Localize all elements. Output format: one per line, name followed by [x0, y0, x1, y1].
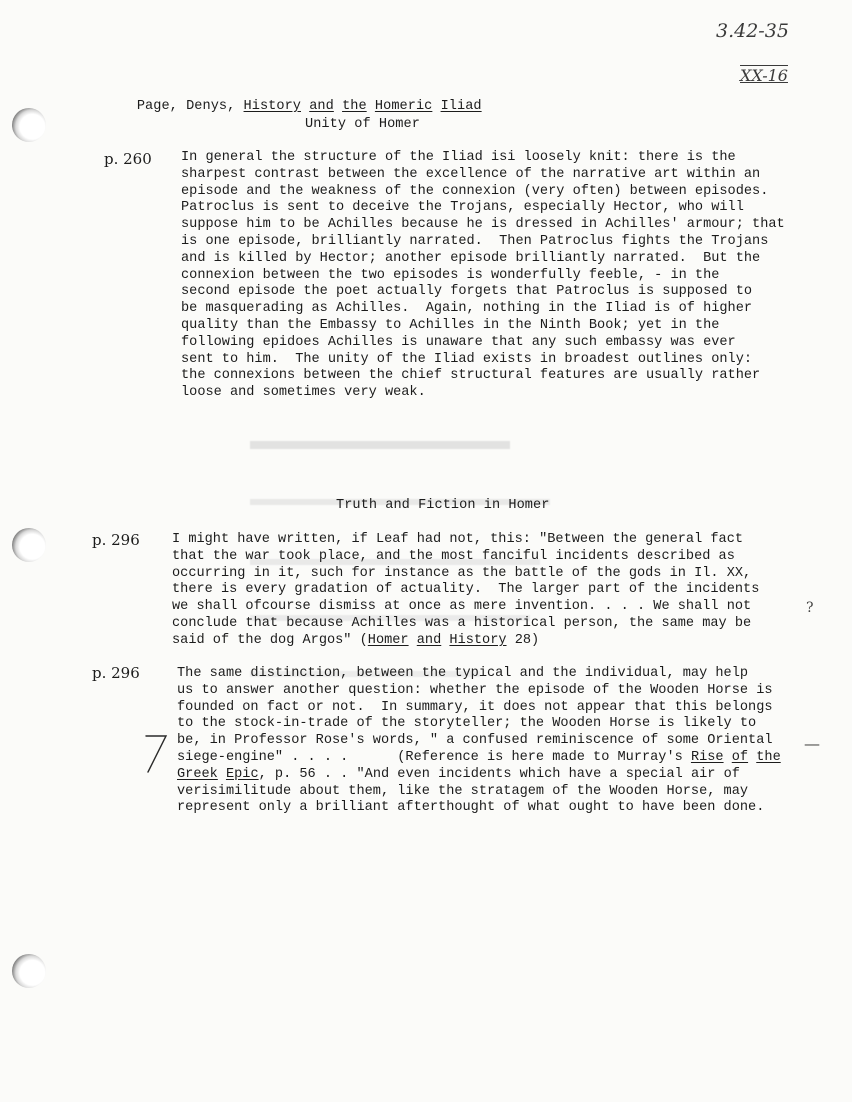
text-line: the connexions between the chief structural features are usually rather: [181, 368, 761, 384]
text-fragment: 28): [506, 632, 540, 648]
ref-title-history: History: [449, 632, 507, 648]
text-line: connexion between the two episodes is wonderfully feeble, - in the: [181, 267, 720, 283]
text-line: represent only a brilliant afterthought of what ought to have been done.: [177, 800, 765, 816]
text-line: quality than the Embassy to Achilles in the Ninth Book; yet in the: [181, 317, 720, 333]
title-word-the: the: [342, 98, 367, 114]
text-line: In general the structure of the Iliad isi loosely knit: there is the: [181, 150, 736, 165]
title-word-and: and: [309, 98, 334, 114]
binder-hole-bottom: [12, 954, 46, 988]
text-line: sharpest contrast between the excellence of the narrative art within an: [181, 166, 761, 182]
text-line: we shall ofcourse dismiss at once as mere invention. . . . We shall not: [172, 599, 752, 615]
text-line: be masquerading as Achilles. Again, nothing in the Iliad is of higher: [181, 301, 753, 317]
text-line: [172, 633, 759, 650]
text-line: that the war took place, and the most fanciful incidents described as: [172, 548, 735, 564]
citation-header: [104, 82, 482, 132]
binder-hole-top: [12, 108, 46, 142]
text-line: us to answer another question: whether the episode of the Wooden Horse is: [177, 682, 773, 698]
binder-hole-middle: [12, 528, 46, 562]
handwritten-page-code: 3.42-35: [716, 20, 789, 42]
ref-title-epic: Epic: [225, 766, 259, 782]
handwritten-section-code: XX-16: [740, 66, 788, 85]
text-line: episode and the weakness of the connexion (very often) between episodes.: [181, 183, 769, 199]
page-ref-296-b: p. 296: [92, 664, 140, 682]
text-line: [177, 767, 781, 784]
text-fragment: said of the dog Argos" (: [172, 632, 368, 648]
margin-question-mark: ?: [806, 600, 814, 616]
text-line: be, in Professor Rose's words, " a confused reminiscence of some Oriental: [177, 733, 773, 749]
text-line: I might have written, if Leaf had not, this: "Between the general fact: [172, 532, 744, 547]
ref-title-greek: Greek: [177, 766, 218, 782]
text-line: second episode the poet actually forgets that Patroclus is supposed to: [181, 284, 753, 300]
citation-author: Page, Denys,: [136, 98, 244, 114]
text-line: occurring in it, such for instance as the battle of the gods in Il. XX,: [172, 565, 752, 581]
text-fragment: siege-engine" . . . . (Reference is here made to Murray's: [177, 749, 691, 765]
ref-title-homer: Homer: [367, 632, 409, 648]
text-fragment: , p. 56 . . "And even incidents which have a special air of: [258, 766, 740, 782]
title-word-homeric: Homeric: [374, 98, 433, 114]
page-ref-260: p. 260: [104, 150, 152, 168]
text-line: The same distinction, between the typical and the individual, may help: [177, 666, 749, 681]
text-line: suppose him to be Achilles because he is dressed in Achilles' armour; that: [181, 217, 785, 233]
text-line: [177, 750, 781, 767]
title-word-iliad: Iliad: [440, 98, 482, 114]
ref-title-rise: Rise: [690, 749, 724, 765]
text-line: verisimilitude about them, like the stratagem of the Wooden Horse, may: [177, 783, 749, 799]
text-line: there is every gradation of actuality. The larger part of the incidents: [172, 582, 760, 598]
ref-title-of: of: [731, 749, 749, 765]
margin-pen-stroke: [140, 728, 180, 778]
paragraph-wooden-horse: [177, 666, 781, 817]
section-heading-unity: Unity of Homer: [305, 117, 420, 132]
text-line: and is killed by Hector; another episode brilliantly narrated. But the: [181, 250, 761, 266]
text-line: sent to him. The unity of the Iliad exists in broadest outlines only:: [181, 351, 753, 367]
text-line: is one episode, brilliantly narrated. Then Patroclus fights the Trojans: [181, 233, 769, 249]
paragraph-unity: [181, 150, 785, 402]
text-line: to the stock-in-trade of the storyteller; the Wooden Horse is likely to: [177, 716, 757, 732]
text-line: following epidoes Achilles is unaware that any such embassy was ever: [181, 334, 736, 350]
text-line: conclude that because Achilles was a historical person, the same may be: [172, 615, 752, 631]
text-line: loose and sometimes very weak.: [181, 385, 426, 401]
ref-title-and: and: [416, 632, 442, 648]
ref-title-the: the: [756, 749, 781, 765]
margin-dash-mark: —: [804, 734, 820, 753]
title-word-history: History: [243, 98, 301, 114]
paragraph-truth-fiction: [172, 532, 759, 650]
section-heading-truth-fiction: Truth and Fiction in Homer: [336, 498, 550, 513]
text-line: founded on fact or not. In summary, it does not appear that this belongs: [177, 699, 773, 715]
page-ref-296-a: p. 296: [92, 531, 140, 549]
text-line: Patroclus is sent to deceive the Trojans, especially Hector, who will: [181, 200, 744, 216]
